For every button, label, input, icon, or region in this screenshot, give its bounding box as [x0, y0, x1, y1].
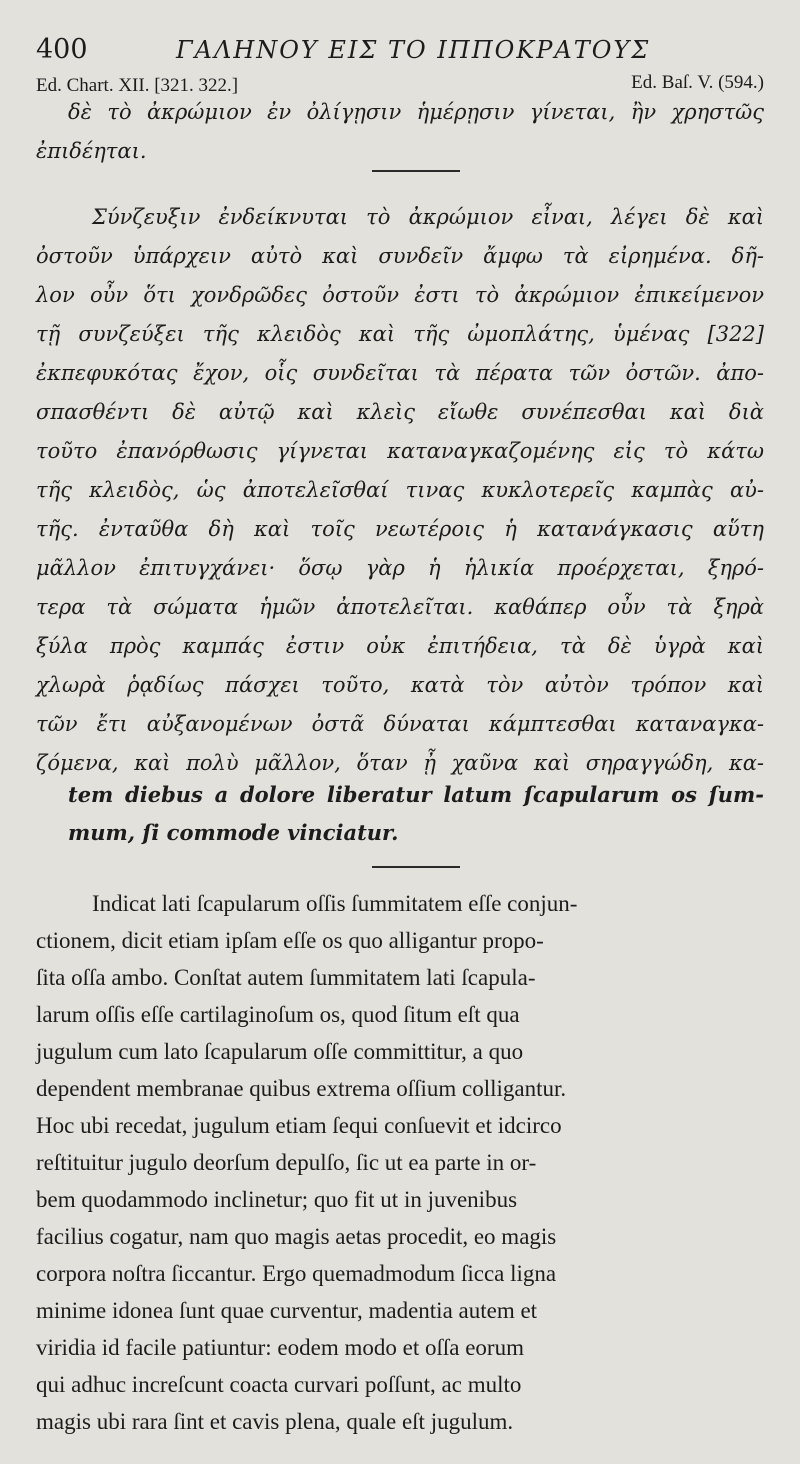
- greek-commentary-line: ξύλα πρὸς καμπάς ἐστιν οὐκ ἐπιτήδεια, τὰ δὲ ὑγρὰ καὶ: [36, 634, 764, 658]
- latin-commentary-line: bem quodammodo inclinetur; quo fit ut in juvenibus: [36, 1187, 518, 1212]
- greek-lemma-line: ἐπιδέηται.: [36, 139, 147, 163]
- section-divider: [372, 866, 460, 868]
- greek-commentary-line: τῇ συνζεύξει τῆς κλειδὸς καὶ τῆς ὠμοπλάτης, ὑμένας [322]: [36, 322, 764, 346]
- greek-commentary-line: τοῦτο ἐπανόρθωσις γίγνεται καταναγκαζομένης εἰς τὸ κάτω: [36, 439, 764, 463]
- latin-lemma-line: mum, ſi commode vinciatur.: [68, 820, 399, 845]
- greek-commentary-line: Σύνζευξιν ἐνδείκνυται τὸ ἀκρώμιον εἶναι, λέγει δὲ καὶ: [92, 205, 764, 229]
- latin-commentary-line: dependent membranae quibus extrema oſſium colligantur.: [36, 1076, 567, 1101]
- running-title: ΓΑΛΗΝΟΥ ΕΙΣ ΤΟ ΙΠΠΟΚΡΑΤΟΥΣ: [176, 36, 651, 64]
- page-number: 400: [36, 34, 88, 65]
- latin-commentary-line: larum oſſis eſſe cartilaginoſum os, quod ſitum eſt qua: [36, 1002, 520, 1027]
- greek-commentary-line: τῶν ἔτι αὐξανομένων ὀστᾶ δύναται κάμπτεσθαι καταναγκα-: [36, 712, 764, 736]
- greek-commentary-line: σπασθέντι δὲ αὐτῷ καὶ κλεὶς εἴωθε συνέπεσθαι καὶ διὰ: [36, 400, 764, 424]
- greek-commentary-line: λον οὖν ὅτι χονδρῶδες ὀστοῦν ἐστι τὸ ἀκρώμιον ἐπικείμενον: [36, 283, 764, 307]
- latin-commentary-line: corpora noſtra ſiccantur. Ergo quemadmodum ſicca ligna: [36, 1261, 557, 1286]
- latin-commentary-line: minime idonea ſunt quae curventur, madentia autem et: [36, 1298, 538, 1323]
- greek-commentary-line: ἐκπεφυκότας ἔχον, οἷς συνδεῖται τὰ πέρατα τῶν ὀστῶν. ἀπο-: [36, 361, 764, 385]
- latin-commentary-line: Indicat lati ſcapularum oſſis ſummitatem eſſe conjun-: [92, 891, 578, 916]
- greek-lemma-line: δὲ τὸ ἀκρώμιον ἐν ὀλίγῃσιν ἡμέρῃσιν γίνεται, ἢν χρηστῶς: [68, 100, 764, 124]
- greek-commentary-line: μᾶλλον ἐπιτυγχάνει· ὅσῳ γὰρ ἡ ἡλικία προέρχεται, ξηρό-: [36, 556, 764, 580]
- latin-commentary-line: jugulum cum lato ſcapularum oſſe committitur, a quo: [36, 1039, 524, 1064]
- latin-commentary-line: ctionem, dicit etiam ipſam eſſe os quo alligantur propo-: [36, 928, 544, 953]
- greek-commentary-line: ζόμενα, καὶ πολὺ μᾶλλον, ὅταν ᾖ χαῦνα καὶ σηραγγώδη, κα-: [36, 751, 764, 775]
- latin-commentary-line: facilius cogatur, nam quo magis aetas procedit, eo magis: [36, 1224, 557, 1249]
- greek-commentary-line: χλωρὰ ῥᾳδίως πάσχει τοῦτο, κατὰ τὸν αὐτὸν τρόπον καὶ: [36, 673, 764, 697]
- greek-commentary-line: ὀστοῦν ὑπάρχειν αὐτὸ καὶ συνδεῖν ἄμφω τὰ εἰρημένα. δῆ-: [36, 244, 764, 268]
- greek-commentary-line: τερα τὰ σώματα ἡμῶν ἀποτελεῖται. καθάπερ οὖν τὰ ξηρὰ: [36, 595, 764, 619]
- edition-reference-basel: Ed. Baſ. V. (594.): [631, 72, 764, 93]
- page-header: [36, 28, 770, 68]
- latin-commentary-line: viridia id facile patiuntur: eodem modo et oſſa eorum: [36, 1335, 524, 1360]
- latin-commentary-line: ſita oſſa ambo. Conſtat autem ſummitatem lati ſcapula-: [36, 965, 536, 990]
- latin-commentary-line: Hoc ubi recedat, jugulum etiam ſequi conſuevit et idcirco: [36, 1113, 562, 1138]
- edition-reference-chart: Ed. Chart. XII. [321. 322.]: [36, 75, 239, 96]
- section-divider: [372, 170, 460, 172]
- greek-commentary-line: τῆς κλειδὸς, ὡς ἀποτελεῖσθαί τινας κυκλοτερεῖς καμπὰς αὐ-: [36, 478, 764, 502]
- latin-commentary-line: reſtituitur jugulo deorſum depulſo, ſic ut ea parte in or-: [36, 1150, 537, 1175]
- greek-commentary-line: τῆς. ἐνταῦθα δὴ καὶ τοῖς νεωτέροις ἡ κατανάγκασις αὕτη: [36, 517, 764, 541]
- latin-lemma-line: tem diebus a dolore liberatur latum ſcapularum os ſum-: [68, 782, 764, 807]
- latin-commentary-line: magis ubi rara ſint et cavis plena, quale eſt jugulum.: [36, 1409, 514, 1434]
- latin-commentary-line: qui adhuc increſcunt coacta curvari poſſunt, ac multo: [36, 1372, 522, 1397]
